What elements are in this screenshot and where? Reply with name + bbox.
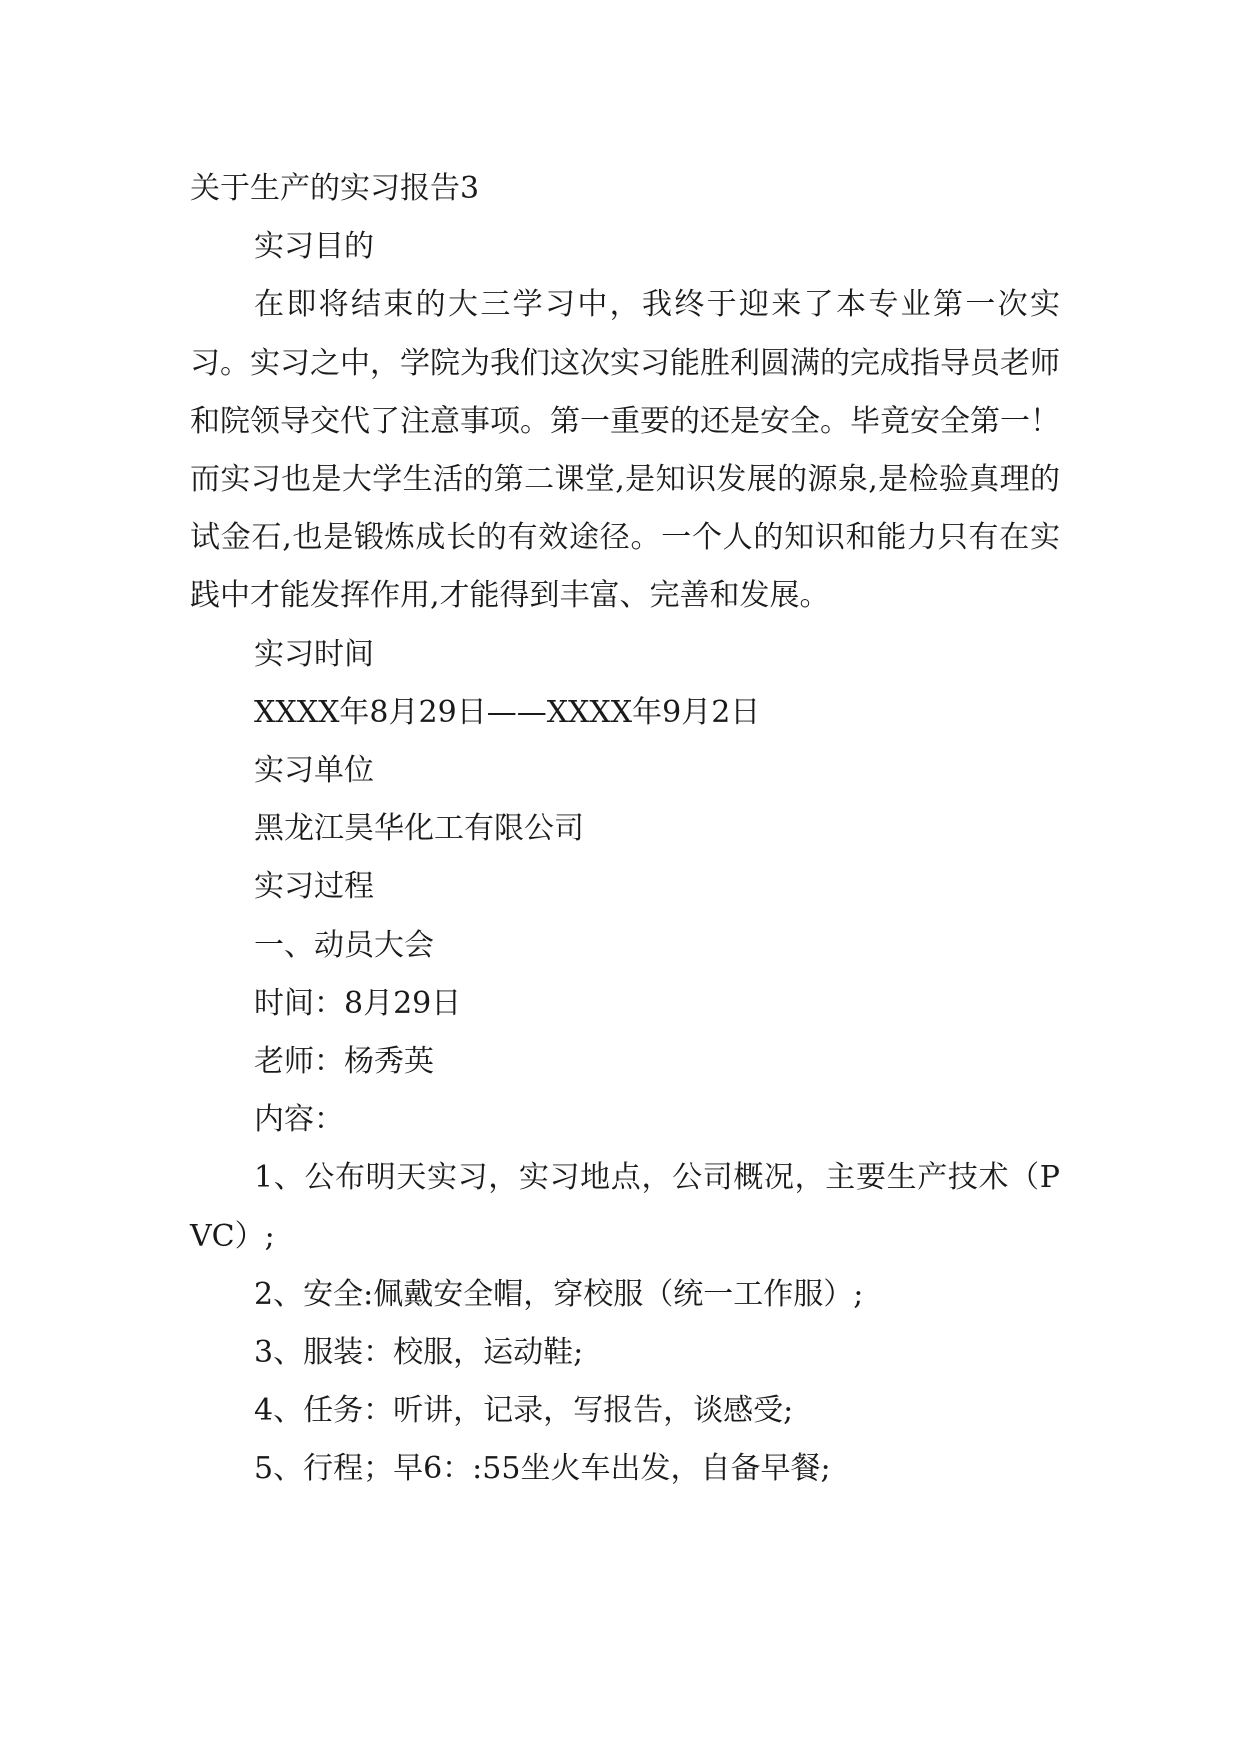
document-title: 关于生产的实习报告3 [190, 171, 480, 206]
content-item-3: 3、服装：校服，运动鞋; [254, 1335, 584, 1371]
time-heading: 实习时间 [254, 636, 374, 672]
content-item-5: 5、行程；早6：:55坐火车出发，自备早餐; [254, 1451, 831, 1487]
unit-heading: 实习单位 [254, 753, 374, 789]
purpose-heading: 实习目的 [254, 229, 374, 265]
content-item-2: 2、安全:佩戴安全帽，穿校服（统一工作服）; [254, 1276, 864, 1312]
content-item-1: 1、公布明天实习，实习地点，公司概况，主要生产技术（PVC）; [190, 1160, 1060, 1254]
unit-value: 黑龙江昊华化工有限公司 [254, 811, 584, 847]
process-item-mobilization: 一、动员大会 [254, 927, 434, 963]
meeting-time: 时间：8月29日 [254, 985, 462, 1021]
meeting-content-label: 内容： [254, 1102, 344, 1138]
meeting-teacher: 老师：杨秀英 [254, 1044, 434, 1080]
document-body [190, 160, 1060, 1499]
content-item-4: 4、任务：听讲，记录，写报告，谈感受; [254, 1393, 794, 1429]
time-value: XXXX年8月29日——XXXX年9月2日 [254, 694, 761, 730]
purpose-paragraph: 在即将结束的大三学习中，我终于迎来了本专业第一次实习。实习之中，学院为我们这次实习能胜利圆满的完成指导员老师和院领导交代了注意事项。第一重要的还是安全。毕竟安全第一！而实习也是大学生活的第二课堂,是知识发展的源泉,是检验真理的试金石,也是锻炼成长的有效途径。一个人的知识和能力只有在实践中才能发挥作用,才能得到丰富、完善和发展。 [190, 287, 1060, 614]
process-heading: 实习过程 [254, 869, 374, 905]
